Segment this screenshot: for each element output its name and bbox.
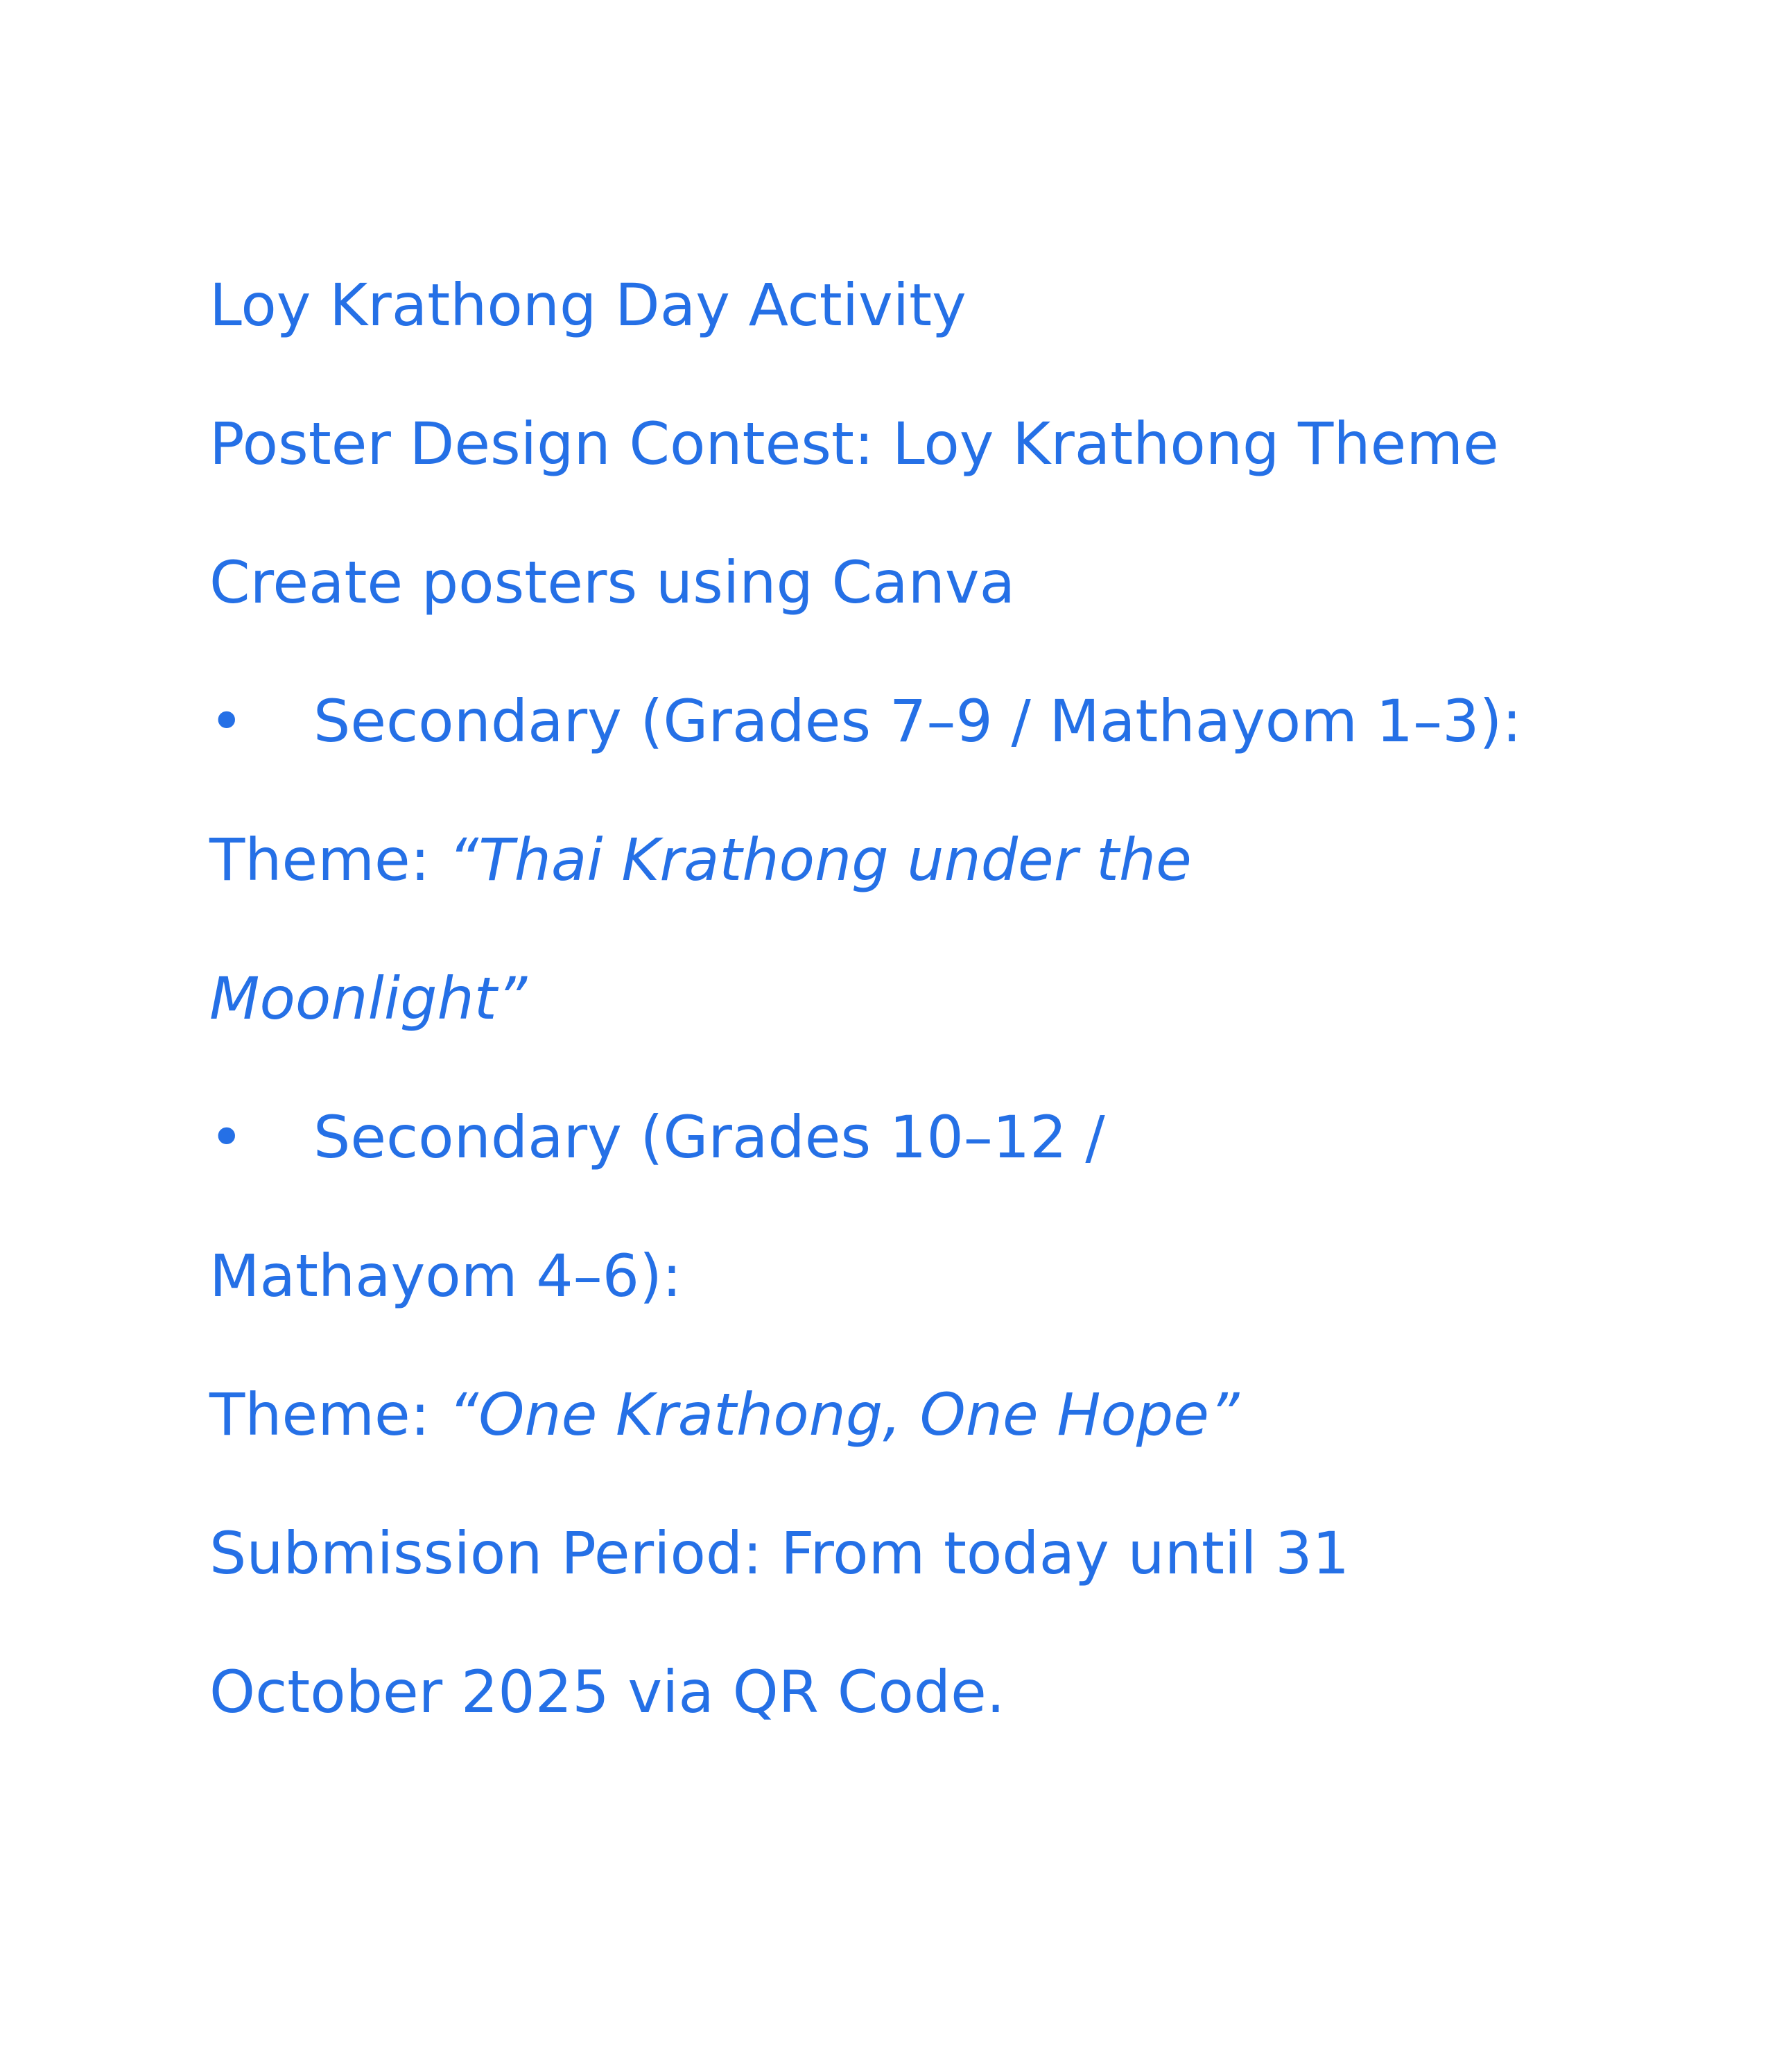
- theme-value: “Thai Krathong under the Moonlight”: [209, 826, 1192, 1033]
- contest-subtitle: [209, 374, 1568, 513]
- intro-text: Create posters using Canva: [209, 549, 1016, 616]
- theme-label: Theme:: [209, 826, 431, 894]
- bullet-icon: •: [209, 687, 244, 755]
- group-senior-theme: [209, 1345, 1568, 1484]
- bullet-icon: •: [209, 1103, 244, 1171]
- group-junior-name: Secondary (Grades 7–9 / Mathayom 1–3):: [313, 687, 1522, 755]
- group-senior-name: Secondary (Grades 10–12 / Mathayom 4–6):: [209, 1103, 1105, 1310]
- submission-text: Submission Period: From today until 31 October 2025 via QR Code.: [209, 1519, 1350, 1726]
- group-junior-theme: [209, 791, 1374, 1068]
- theme-value: “One Krathong, One Hope”: [448, 1381, 1240, 1449]
- theme-label: Theme:: [209, 1381, 431, 1449]
- submission-period: [209, 1484, 1568, 1761]
- document-body: [209, 236, 1596, 1761]
- contest-subtitle-text: Poster Design Contest: Loy Krathong Theme: [209, 410, 1499, 478]
- activity-title: Loy Krathong Day Activity: [209, 271, 967, 339]
- group-junior: [209, 652, 1568, 791]
- group-senior: [209, 1068, 1249, 1345]
